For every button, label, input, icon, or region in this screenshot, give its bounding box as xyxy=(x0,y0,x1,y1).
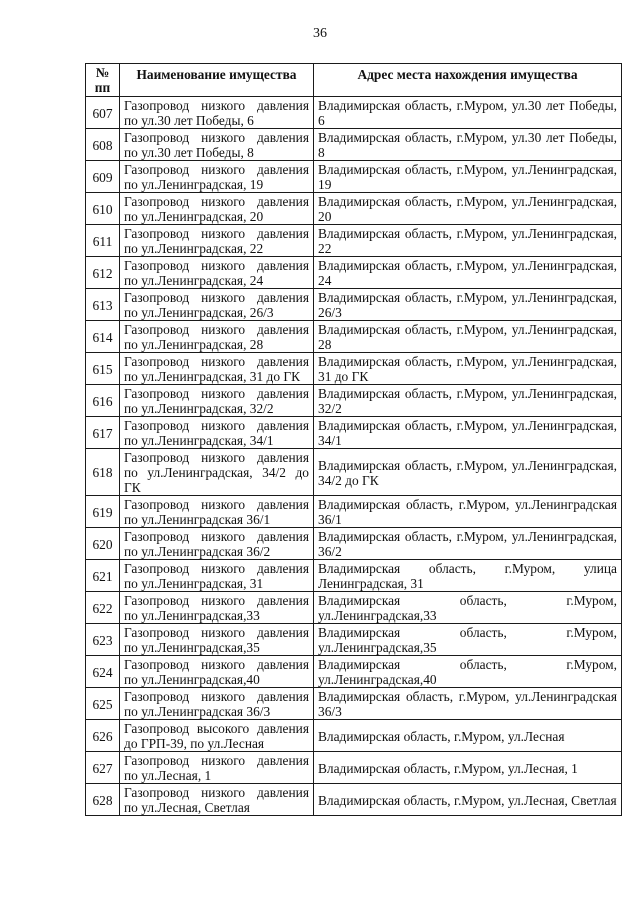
property-address: Владимирская область, г.Муром, ул.Ленинградская, 19 xyxy=(314,161,622,193)
property-name: Газопровод низкого давления по ул.30 лет Победы, 6 xyxy=(120,97,314,129)
row-number: 608 xyxy=(86,129,120,161)
property-name: Газопровод низкого давления по ул.Ленинградская 36/2 xyxy=(120,528,314,560)
property-name: Газопровод низкого давления по ул.Лесная, Светлая xyxy=(120,784,314,816)
table-row xyxy=(86,528,622,560)
row-number: 624 xyxy=(86,656,120,688)
table-row xyxy=(86,161,622,193)
row-number: 622 xyxy=(86,592,120,624)
property-name: Газопровод низкого давления по ул.Ленинградская, 32/2 xyxy=(120,385,314,417)
property-name: Газопровод низкого давления по ул.Ленинградская 36/3 xyxy=(120,688,314,720)
property-name: Газопровод низкого давления по ул.Ленинградская, 31 до ГК xyxy=(120,353,314,385)
property-address: Владимирская область, г.Муром, ул.Лесная, Светлая xyxy=(314,784,622,816)
row-number: 626 xyxy=(86,720,120,752)
property-name: Газопровод низкого давления по ул.Ленинградская 36/1 xyxy=(120,496,314,528)
property-address: Владимирская область, г.Муром, ул.Ленинградская 36/1 xyxy=(314,496,622,528)
header-number-line2: пп xyxy=(94,80,111,95)
header-number xyxy=(86,64,120,97)
row-number: 628 xyxy=(86,784,120,816)
property-name: Газопровод низкого давления по ул.Лесная, 1 xyxy=(120,752,314,784)
property-name: Газопровод низкого давления по ул.Ленинградская,40 xyxy=(120,656,314,688)
row-number: 614 xyxy=(86,321,120,353)
property-address: Владимирская область, г.Муром, ул.Ленинградская,33 xyxy=(314,592,622,624)
property-name: Газопровод низкого давления по ул.Ленинградская, 31 xyxy=(120,560,314,592)
table-body xyxy=(86,97,622,816)
header-number-line1: № xyxy=(95,65,110,80)
header-row xyxy=(86,64,622,97)
row-number: 610 xyxy=(86,193,120,225)
table-row xyxy=(86,193,622,225)
row-number: 609 xyxy=(86,161,120,193)
property-name: Газопровод низкого давления по ул.Ленинградская, 24 xyxy=(120,257,314,289)
row-number: 611 xyxy=(86,225,120,257)
table-row xyxy=(86,289,622,321)
table-header xyxy=(86,64,622,97)
property-name: Газопровод низкого давления по ул.Ленинградская, 34/2 до ГК xyxy=(120,449,314,496)
table-row xyxy=(86,321,622,353)
table-row xyxy=(86,353,622,385)
table-row xyxy=(86,496,622,528)
table-row xyxy=(86,97,622,129)
table-row xyxy=(86,129,622,161)
row-number: 620 xyxy=(86,528,120,560)
row-number: 617 xyxy=(86,417,120,449)
table-row xyxy=(86,592,622,624)
table-row xyxy=(86,656,622,688)
row-number: 625 xyxy=(86,688,120,720)
page-number: 36 xyxy=(313,26,327,41)
property-table xyxy=(85,63,622,816)
property-address: Владимирская область, г.Муром, ул.Лесная xyxy=(314,720,622,752)
property-name: Газопровод высокого давления до ГРП-39, по ул.Лесная xyxy=(120,720,314,752)
property-address: Владимирская область, г.Муром, ул.Лесная, 1 xyxy=(314,752,622,784)
property-address: Владимирская область, г.Муром, ул.Ленинградская,35 xyxy=(314,624,622,656)
table-row xyxy=(86,784,622,816)
property-address: Владимирская область, г.Муром, ул.30 лет Победы, 6 xyxy=(314,97,622,129)
row-number: 627 xyxy=(86,752,120,784)
property-name: Газопровод низкого давления по ул.Ленинградская, 22 xyxy=(120,225,314,257)
row-number: 621 xyxy=(86,560,120,592)
property-name: Газопровод низкого давления по ул.Ленинградская, 20 xyxy=(120,193,314,225)
table-row xyxy=(86,257,622,289)
row-number: 607 xyxy=(86,97,120,129)
property-address: Владимирская область, г.Муром, улица Ленинградская, 31 xyxy=(314,560,622,592)
property-address: Владимирская область, г.Муром, ул.Ленинградская, 22 xyxy=(314,225,622,257)
table-row xyxy=(86,560,622,592)
property-address: Владимирская область, г.Муром, ул.Ленинградская, 26/3 xyxy=(314,289,622,321)
property-name: Газопровод низкого давления по ул.Ленинградская, 34/1 xyxy=(120,417,314,449)
row-number: 616 xyxy=(86,385,120,417)
row-number: 612 xyxy=(86,257,120,289)
table-row xyxy=(86,688,622,720)
row-number: 619 xyxy=(86,496,120,528)
table-row xyxy=(86,720,622,752)
table-row xyxy=(86,385,622,417)
table-row xyxy=(86,449,622,496)
property-address: Владимирская область, г.Муром, ул.Ленинградская, 34/2 до ГК xyxy=(314,449,622,496)
table-row xyxy=(86,624,622,656)
row-number: 623 xyxy=(86,624,120,656)
property-name: Газопровод низкого давления по ул.Ленинградская, 28 xyxy=(120,321,314,353)
property-name: Газопровод низкого давления по ул.30 лет Победы, 8 xyxy=(120,129,314,161)
table-row xyxy=(86,225,622,257)
row-number: 618 xyxy=(86,449,120,496)
property-address: Владимирская область, г.Муром, ул.Ленинградская, 32/2 xyxy=(314,385,622,417)
table-row xyxy=(86,417,622,449)
header-name: Наименование имущества xyxy=(120,64,314,97)
property-address: Владимирская область, г.Муром, ул.Ленинградская, 34/1 xyxy=(314,417,622,449)
property-address: Владимирская область, г.Муром, ул.Ленинградская, 31 до ГК xyxy=(314,353,622,385)
row-number: 613 xyxy=(86,289,120,321)
property-address: Владимирская область, г.Муром, ул.30 лет Победы, 8 xyxy=(314,129,622,161)
property-address: Владимирская область, г.Муром, ул.Ленинградская, 36/2 xyxy=(314,528,622,560)
table-row xyxy=(86,752,622,784)
header-address: Адрес места нахождения имущества xyxy=(314,64,622,97)
row-number: 615 xyxy=(86,353,120,385)
property-name: Газопровод низкого давления по ул.Ленинградская, 26/3 xyxy=(120,289,314,321)
property-address: Владимирская область, г.Муром, ул.Ленинградская, 20 xyxy=(314,193,622,225)
property-address: Владимирская область, г.Муром, ул.Ленинградская,40 xyxy=(314,656,622,688)
property-address: Владимирская область, г.Муром, ул.Ленинградская, 24 xyxy=(314,257,622,289)
property-name: Газопровод низкого давления по ул.Ленинградская, 19 xyxy=(120,161,314,193)
property-address: Владимирская область, г.Муром, ул.Ленинградская, 28 xyxy=(314,321,622,353)
property-address: Владимирская область, г.Муром, ул.Ленинградская 36/3 xyxy=(314,688,622,720)
property-name: Газопровод низкого давления по ул.Ленинградская,33 xyxy=(120,592,314,624)
property-name: Газопровод низкого давления по ул.Ленинградская,35 xyxy=(120,624,314,656)
